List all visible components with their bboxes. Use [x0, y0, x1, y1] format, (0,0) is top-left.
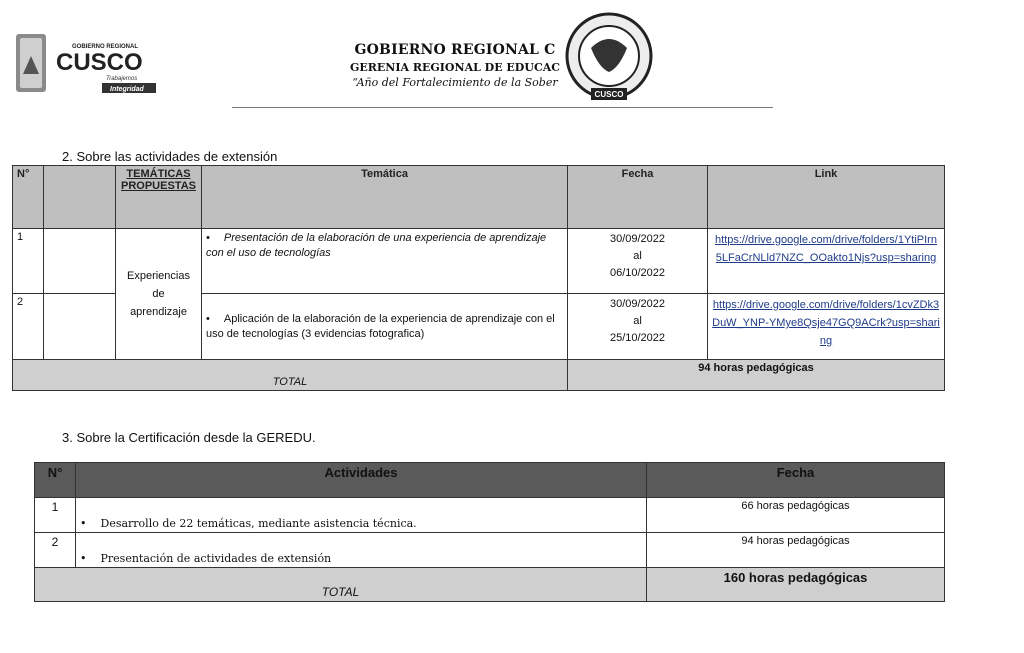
fecha-cell: 94 horas pedagógicas	[647, 533, 945, 568]
row-number: 2	[35, 533, 76, 568]
group-label-line: aprendizaje	[130, 306, 187, 318]
tematica-cell	[202, 229, 568, 294]
header-line-3: “Año del Fortalecimiento de la Sober	[352, 76, 558, 89]
header-line-2: GERENIA REGIONAL DE EDUCAC	[350, 61, 560, 74]
actividad-cell	[76, 533, 647, 568]
table-row	[35, 533, 945, 568]
section-3-title: 3. Sobre la Certificación desde la GEREDU.	[62, 430, 316, 445]
tematica-text: Presentación de la elaboración de una experiencia de aprendizaje con el uso de tecnologías	[206, 232, 547, 259]
group-label-line: de	[152, 288, 165, 300]
col-header-tematicas-propuestas: TEMÁTICAS PROPUESTAS	[116, 166, 202, 229]
col-header-blank	[44, 166, 116, 229]
blank-cell	[44, 294, 116, 360]
table-row	[13, 229, 945, 294]
certification-table	[34, 462, 945, 602]
fecha-cell	[568, 294, 708, 360]
extension-activities-table	[12, 165, 945, 391]
col-header-link: Link	[708, 166, 945, 229]
bullet-icon: •	[80, 552, 87, 565]
fecha-cell: 66 horas pedagógicas	[647, 498, 945, 533]
drive-link[interactable]: https://drive.google.com/drive/folders/1cvZDk3DuW_YNP-YMye8Qsje47GQ9ACrk?usp=sharing	[708, 294, 945, 360]
gerencia-regional-seal	[561, 10, 657, 106]
actividad-cell	[76, 498, 647, 533]
fecha-end: 06/10/2022	[609, 267, 666, 279]
total-label: TOTAL	[13, 360, 568, 391]
section-2-title: 2. Sobre las actividades de extensión	[62, 149, 278, 164]
total-row	[35, 568, 945, 602]
blank-cell	[44, 229, 116, 294]
fecha-al: al	[633, 250, 642, 262]
header-divider	[232, 107, 773, 108]
fecha-cell	[568, 229, 708, 294]
bullet-icon: •	[206, 232, 210, 244]
table-header-row	[13, 166, 945, 229]
gobierno-regional-cusco-logo	[14, 34, 164, 96]
col-header-fecha: Fecha	[647, 463, 945, 498]
total-label: TOTAL	[35, 568, 647, 602]
table-row	[35, 498, 945, 533]
group-label-cell	[116, 229, 202, 360]
actividad-text: Presentación de actividades de extensión	[100, 552, 332, 565]
col-header-n: N°	[13, 166, 44, 229]
svg-text:CUSCO: CUSCO	[594, 90, 624, 99]
col-header-tematica: Temática	[202, 166, 568, 229]
drive-link[interactable]: https://drive.google.com/drive/folders/1YtiPIrn5LFaCrNLld7NZC_OOakto1Njs?usp=sharing	[708, 229, 945, 294]
row-number: 1	[13, 229, 44, 294]
fecha-start: 30/09/2022	[609, 298, 666, 310]
actividad-text: Desarrollo de 22 temáticas, mediante asistencia técnica.	[100, 517, 417, 530]
table-header-row	[35, 463, 945, 498]
bullet-icon: •	[80, 517, 87, 530]
fecha-al: al	[633, 315, 642, 327]
fecha-end: 25/10/2022	[609, 332, 666, 344]
tematica-cell	[202, 294, 568, 360]
svg-text:CUSCO: CUSCO	[56, 49, 143, 76]
col-header-n: N°	[35, 463, 76, 498]
bullet-icon: •	[206, 312, 210, 325]
svg-text:GOBIERNO REGIONAL: GOBIERNO REGIONAL	[72, 44, 139, 50]
total-row	[13, 360, 945, 391]
total-value: 160 horas pedagógicas	[647, 568, 945, 602]
col-header-fecha: Fecha	[568, 166, 708, 229]
row-number: 1	[35, 498, 76, 533]
header-line-1: GOBIERNO REGIONAL C	[354, 42, 556, 58]
fecha-start: 30/09/2022	[609, 233, 666, 245]
tematica-text: Aplicación de la elaboración de la experiencia de aprendizaje con el uso de tecnologías (3 evidencias fotografica)	[206, 312, 555, 340]
group-label-line: Experiencias	[127, 270, 190, 282]
row-number: 2	[13, 294, 44, 360]
col-header-actividades: Actividades	[76, 463, 647, 498]
total-value: 94 horas pedagógicas	[568, 360, 945, 391]
svg-text:Integridad: Integridad	[110, 86, 144, 93]
document-header	[330, 42, 580, 89]
svg-text:Trabajemos: Trabajemos	[106, 76, 138, 82]
